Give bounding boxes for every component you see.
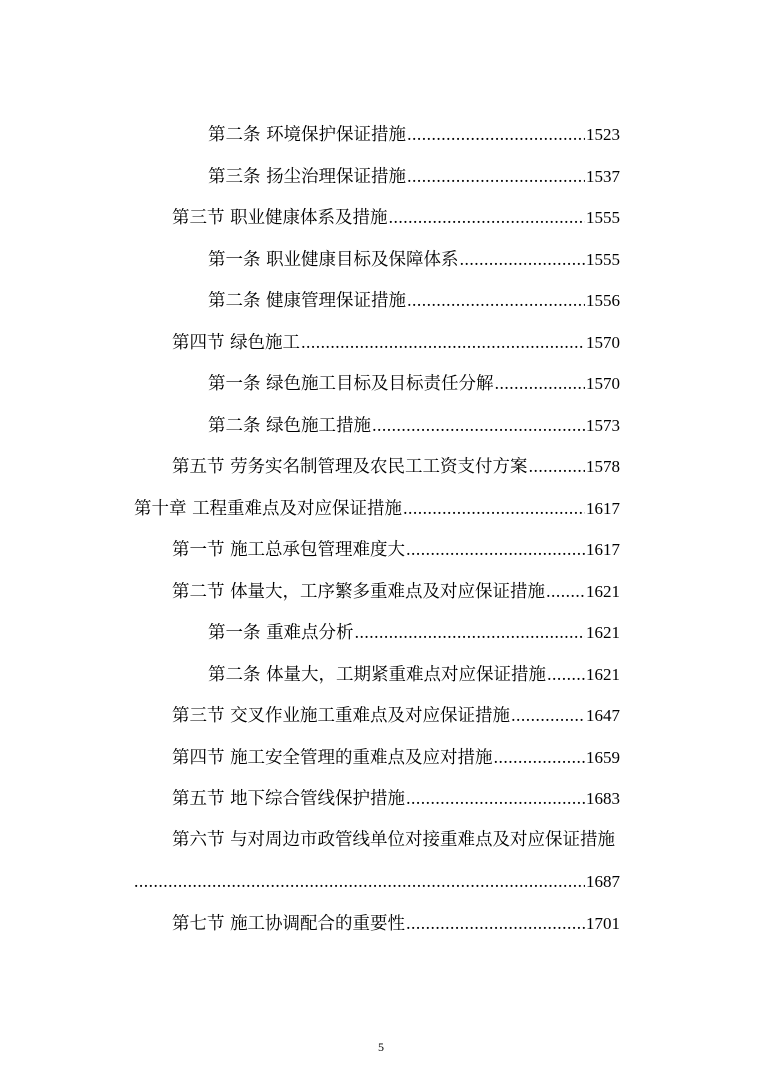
toc-dot-leader [407, 122, 585, 146]
toc-dot-leader [406, 911, 585, 935]
toc-entry[interactable] [172, 537, 620, 561]
toc-entry-page: 1556 [586, 291, 620, 310]
toc-entry-page: 1659 [586, 747, 620, 767]
toc-entry-page: 1617 [586, 498, 620, 518]
toc-entry[interactable] [208, 122, 620, 146]
toc-entry-title: 第二条 健康管理保证措施 [208, 291, 407, 311]
toc-dot-leader [529, 454, 585, 478]
toc-entry-page: 1555 [586, 208, 620, 227]
toc-dot-leader [355, 620, 585, 644]
toc-entry[interactable] [172, 786, 620, 810]
toc-entry-title: 第二条 体量大，工期紧重难点对应保证措施 [208, 664, 547, 685]
toc-entry-page: 1570 [586, 374, 620, 393]
toc-entry-title: 第一节 施工总承包管理难度大 [172, 540, 406, 560]
toc-dot-leader [301, 330, 585, 354]
toc-entry[interactable] [172, 205, 620, 229]
toc-entry-page: 1555 [586, 249, 620, 269]
toc-entry[interactable] [172, 911, 620, 935]
toc-entry[interactable] [208, 413, 620, 437]
toc-entry-title: 第三节 职业健康体系及措施 [172, 208, 388, 228]
toc-entry-title: 第七节 施工协调配合的重要性 [172, 913, 406, 934]
toc-entry[interactable] [208, 164, 620, 188]
toc-dot-leader [460, 247, 585, 271]
toc-entry[interactable] [172, 703, 620, 727]
toc-entry-page: 1617 [586, 540, 620, 559]
toc-entry-page: 1621 [586, 623, 620, 642]
toc-dot-leader [407, 164, 585, 188]
toc-entry-title: 第四节 施工安全管理的重难点及应对措施 [172, 747, 493, 768]
toc-entry-continuation[interactable] [134, 869, 620, 893]
toc-dot-leader [134, 869, 585, 893]
toc-entry-title: 第四节 绿色施工 [172, 332, 301, 353]
toc-dot-leader [494, 745, 585, 769]
toc-entry-page: 1647 [586, 706, 620, 725]
toc-dot-leader [547, 662, 585, 686]
toc-entry-page: 1523 [586, 125, 620, 144]
toc-entry[interactable] [208, 288, 620, 312]
toc-entry-page: 1570 [586, 332, 620, 352]
toc-entry-title: 第二条 环境保护保证措施 [208, 125, 407, 145]
toc-entry[interactable] [208, 620, 620, 644]
toc-entry-title: 第二条 绿色施工措施 [208, 415, 372, 436]
toc-dot-leader [406, 786, 585, 810]
toc-entry-title: 第一条 绿色施工目标及目标责任分解 [208, 374, 494, 394]
toc-entry[interactable] [172, 330, 620, 354]
toc-entry[interactable] [172, 579, 620, 603]
toc-dot-leader [372, 413, 585, 437]
toc-entry[interactable] [172, 745, 620, 769]
toc-entry-title: 第五节 劳务实名制管理及农民工工资支付方案 [172, 457, 528, 477]
toc-entry[interactable] [172, 454, 620, 478]
toc-dot-leader [407, 288, 585, 312]
toc-entry-page: 1687 [586, 872, 620, 891]
toc-entry-title: 第一条 重难点分析 [208, 623, 354, 643]
toc-entry-title: 第五节 地下综合管线保护措施 [172, 789, 406, 809]
toc-entry-title: 第一条 职业健康目标及保障体系 [208, 249, 459, 270]
toc-entry-page: 1701 [586, 913, 620, 933]
toc-entry-title: 第三节 交叉作业施工重难点及对应保证措施 [172, 706, 511, 726]
toc-dot-leader [495, 371, 585, 395]
toc-entry-page: 1578 [586, 457, 620, 476]
toc-dot-leader [389, 205, 585, 229]
toc-entry-page: 1537 [586, 166, 620, 186]
toc-entry[interactable] [208, 662, 620, 686]
toc-entry-title: 第三条 扬尘治理保证措施 [208, 166, 407, 187]
page-number: 5 [378, 1040, 384, 1054]
toc-entry[interactable] [208, 247, 620, 271]
toc-entry-page: 1621 [586, 664, 620, 684]
toc-entry-title: 第十章 工程重难点及对应保证措施 [134, 498, 403, 519]
toc-entry-title[interactable]: 第六节 与对周边市政管线单位对接重难点及对应保证措施 [172, 829, 616, 850]
toc-dot-leader [546, 579, 585, 603]
toc-dot-leader [511, 703, 585, 727]
toc-entry-page: 1573 [586, 415, 620, 435]
toc-entry-title: 第二节 体量大，工序繁多重难点及对应保证措施 [172, 581, 546, 602]
toc-dot-leader [406, 537, 585, 561]
toc-entry[interactable] [134, 496, 620, 520]
toc-entry[interactable] [208, 371, 620, 395]
toc-entry-page: 1621 [586, 581, 620, 601]
toc-dot-leader [403, 496, 585, 520]
toc-entry-page: 1683 [586, 789, 620, 808]
